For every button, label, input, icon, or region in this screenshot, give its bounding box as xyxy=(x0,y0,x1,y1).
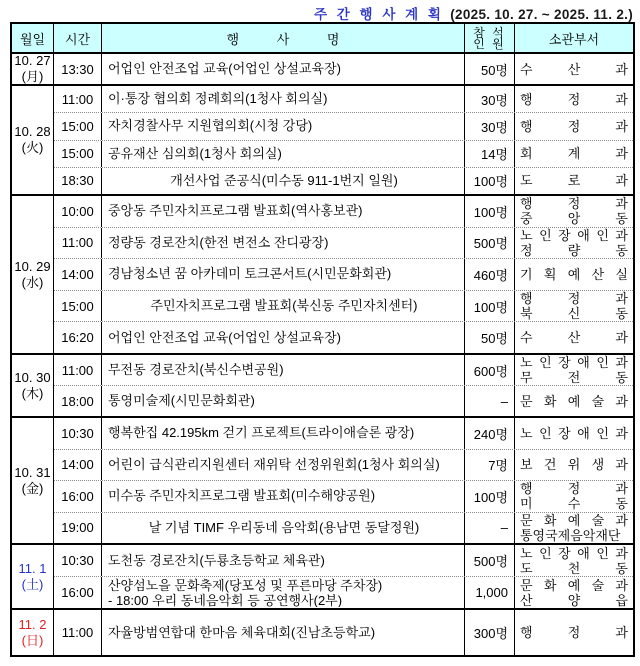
dept-cell xyxy=(515,141,633,167)
date-label: 10. 28 xyxy=(14,124,51,139)
dept-cell xyxy=(515,54,633,84)
title-korean: 주 간 행 사 계 획 xyxy=(313,7,443,22)
schedule-row xyxy=(54,610,633,655)
dept-line: 통영국제음악재단 xyxy=(520,527,621,543)
dept-cell xyxy=(515,168,633,194)
weekday-label: (日) xyxy=(21,632,44,648)
schedule-row xyxy=(54,512,633,544)
attendees-cell: 460명 xyxy=(465,259,515,290)
group-rows xyxy=(54,610,633,655)
group-rows xyxy=(54,196,633,353)
event-cell xyxy=(102,481,465,512)
dept-cell xyxy=(515,196,633,227)
dept-line: 행 정 과 xyxy=(520,196,628,212)
schedule-row xyxy=(54,480,633,512)
schedule-row xyxy=(54,385,633,416)
weekday-label: (木) xyxy=(21,385,44,401)
weekday-label: (金) xyxy=(21,480,44,496)
attendees-cell: – xyxy=(465,386,515,416)
date-label: 11. 2 xyxy=(18,616,47,632)
dept-line: 기 획 예 산 실 xyxy=(520,266,628,282)
attendees-cell: 50명 xyxy=(465,322,515,353)
attendees-cell: 240명 xyxy=(465,418,515,449)
attendees-cell: 600명 xyxy=(465,355,515,385)
group-rows xyxy=(54,545,633,608)
dept-line: 행 정 과 xyxy=(520,91,628,107)
event-cell xyxy=(102,322,465,353)
event-cell xyxy=(102,418,465,449)
event-cell xyxy=(102,168,465,194)
schedule-body xyxy=(12,54,633,655)
event-cell xyxy=(102,450,465,481)
dept-line: 도 로 과 xyxy=(520,173,628,189)
day-group xyxy=(12,196,633,355)
schedule-row xyxy=(54,258,633,290)
dept-cell xyxy=(515,86,633,112)
date-cell xyxy=(12,196,54,353)
schedule-row xyxy=(54,576,633,608)
header-attendees-line2: 인 원 xyxy=(473,36,506,51)
event-cell xyxy=(102,113,465,139)
event-line: 경남청소년 꿈 아카데미 토크콘서트(시민문화회관) xyxy=(108,266,392,282)
event-cell xyxy=(102,228,465,259)
time-cell: 11:00 xyxy=(54,86,102,112)
day-group xyxy=(12,418,633,545)
dept-cell xyxy=(515,418,633,449)
event-line: 행복한집 42.195km 걷기 프로젝트(트라이애슬론 광장) xyxy=(108,425,415,441)
header-dept: 소관부서 xyxy=(548,31,600,47)
dept-cell xyxy=(515,113,633,139)
attendees-cell: 100명 xyxy=(465,168,515,194)
day-group xyxy=(12,54,633,86)
attendees-cell: 30명 xyxy=(465,86,515,112)
event-cell xyxy=(102,577,465,608)
header-attendees xyxy=(465,24,515,52)
dept-line: 무 전 동 xyxy=(520,370,628,385)
attendees-cell: 500명 xyxy=(465,545,515,576)
schedule-row xyxy=(54,355,633,385)
day-group xyxy=(12,86,633,196)
event-line: 어린이 급식관리지원센터 재위탁 선정위원회(1청사 회의실) xyxy=(108,456,440,472)
time-cell: 16:00 xyxy=(54,481,102,512)
header-event: 행 사 명 xyxy=(102,24,465,52)
date-cell xyxy=(12,545,54,608)
dept-cell xyxy=(515,610,633,655)
dept-line: 미 수 동 xyxy=(520,496,628,512)
event-line: 통영미술제(시민문화회관) xyxy=(108,393,255,408)
event-line: 어업인 안전조업 교육(어업인 상설교육장) xyxy=(108,61,341,76)
dept-line: 노 인 장 애 인 과 xyxy=(520,355,628,370)
date-cell xyxy=(12,355,54,416)
event-line: 어업인 안전조업 교육(어업인 상설교육장) xyxy=(108,329,341,345)
dept-line: 정 량 동 xyxy=(520,242,628,258)
day-group xyxy=(12,355,633,418)
attendees-cell: 100명 xyxy=(465,196,515,227)
group-rows xyxy=(54,54,633,84)
event-line: 산양섬노을 문화축제(당포성 및 푸른마당 주차장) xyxy=(108,578,383,593)
date-cell xyxy=(12,610,54,655)
event-cell xyxy=(102,355,465,385)
event-cell xyxy=(102,291,465,322)
schedule-row xyxy=(54,227,633,259)
table-header-row xyxy=(12,24,633,54)
dept-cell xyxy=(515,355,633,385)
dept-cell xyxy=(515,228,633,259)
event-cell xyxy=(102,259,465,290)
schedule-row xyxy=(54,418,633,449)
event-cell xyxy=(102,141,465,167)
time-cell: 11:00 xyxy=(54,228,102,259)
attendees-cell: 50명 xyxy=(465,54,515,84)
weekday-label: (月) xyxy=(21,69,44,84)
group-rows xyxy=(54,86,633,194)
event-line: 주민자치프로그램 발표회(북신동 주민자치센터) xyxy=(150,298,418,314)
event-line: 이·통장 협의회 정례회의(1청사 회의실) xyxy=(108,91,328,107)
date-label: 10. 29 xyxy=(14,258,51,274)
attendees-cell: 1,000 xyxy=(465,577,515,608)
time-cell: 11:00 xyxy=(54,355,102,385)
schedule-row xyxy=(54,54,633,84)
weekday-label: (水) xyxy=(21,274,44,290)
time-cell: 14:00 xyxy=(54,450,102,481)
schedule-row xyxy=(54,112,633,139)
dept-cell xyxy=(515,386,633,416)
dept-line: 수 산 과 xyxy=(520,330,628,346)
dept-cell xyxy=(515,291,633,322)
event-line: 무전동 경로잔치(북신수변공원) xyxy=(108,362,284,377)
title-date-range: (2025. 10. 27. ~ 2025. 11. 2.) xyxy=(450,7,633,22)
date-cell xyxy=(12,418,54,543)
time-cell: 16:00 xyxy=(54,577,102,608)
time-cell: 15:00 xyxy=(54,113,102,139)
time-cell: 16:20 xyxy=(54,322,102,353)
schedule-row xyxy=(54,196,633,227)
event-cell xyxy=(102,86,465,112)
event-cell xyxy=(102,545,465,576)
attendees-cell: 14명 xyxy=(465,141,515,167)
weekday-label: (土) xyxy=(21,576,44,592)
time-cell: 10:30 xyxy=(54,545,102,576)
time-cell: 10:00 xyxy=(54,196,102,227)
attendees-cell: 100명 xyxy=(465,481,515,512)
time-cell: 11:00 xyxy=(54,610,102,655)
group-rows xyxy=(54,418,633,543)
event-line: 자치경찰사무 지원협의회(시청 강당) xyxy=(108,118,313,134)
weekday-label: (火) xyxy=(21,140,44,155)
dept-line: 문 화 예 술 과 xyxy=(520,512,628,528)
date-label: 10. 27 xyxy=(14,54,51,68)
page-title xyxy=(314,3,633,23)
schedule-row xyxy=(54,86,633,112)
dept-line: 문 화 예 술 과 xyxy=(520,577,628,593)
header-time: 시간 xyxy=(54,24,102,52)
event-line: 도천동 경로잔치(두룡초등학교 체육관) xyxy=(108,552,325,568)
dept-line: 노 인 장 애 인 과 xyxy=(520,545,628,561)
event-cell xyxy=(102,54,465,84)
dept-line: 행 정 과 xyxy=(520,625,628,640)
time-cell: 14:00 xyxy=(54,259,102,290)
date-label: 10. 30 xyxy=(14,369,51,385)
dept-line: 노 인 장 애 인 과 xyxy=(520,425,628,441)
event-cell xyxy=(102,513,465,544)
schedule-row xyxy=(54,140,633,167)
dept-line: 행 정 과 xyxy=(520,481,628,497)
schedule-row xyxy=(54,167,633,194)
schedule-row xyxy=(54,545,633,576)
dept-line: 북 신 동 xyxy=(520,306,628,322)
date-label: 10. 31 xyxy=(14,464,51,480)
day-group xyxy=(12,610,633,655)
dept-line: 수 산 과 xyxy=(520,61,628,77)
event-line: 날 기념 TIMF 우리동네 음악회(용남면 동달정원) xyxy=(148,519,420,535)
header-date: 월일 xyxy=(12,24,54,52)
date-cell xyxy=(12,54,54,84)
schedule-row xyxy=(54,321,633,353)
event-line: 미수동 주민자치프로그램 발표회(미수해양공원) xyxy=(108,488,376,504)
date-cell xyxy=(12,86,54,194)
date-label: 11. 1 xyxy=(18,560,47,576)
dept-cell xyxy=(515,545,633,576)
dept-cell xyxy=(515,577,633,608)
dept-line: 행 정 과 xyxy=(520,291,628,307)
dept-line: 문 화 예 술 과 xyxy=(520,393,628,409)
dept-line: 도 천 동 xyxy=(520,560,628,576)
dept-cell xyxy=(515,450,633,481)
time-cell: 15:00 xyxy=(54,291,102,322)
attendees-cell: 500명 xyxy=(465,228,515,259)
dept-cell xyxy=(515,481,633,512)
day-group xyxy=(12,545,633,610)
time-cell: 15:00 xyxy=(54,141,102,167)
schedule-row xyxy=(54,449,633,481)
dept-cell xyxy=(515,513,633,544)
dept-line: 노 인 장 애 인 과 xyxy=(520,227,628,243)
header-attendees-line1: 참 석 xyxy=(473,25,506,40)
attendees-cell: 300명 xyxy=(465,610,515,655)
dept-line: 중 앙 동 xyxy=(520,211,628,227)
dept-line: 행 정 과 xyxy=(520,118,628,134)
event-line: - 18:00 우리 동네음악회 등 공연행사(2부) xyxy=(108,592,343,607)
dept-line: 산 양 읍 xyxy=(520,592,628,608)
schedule-row xyxy=(54,290,633,322)
weekly-schedule-table xyxy=(10,22,635,657)
dept-cell xyxy=(515,322,633,353)
dept-cell xyxy=(515,259,633,290)
time-cell: 18:30 xyxy=(54,168,102,194)
event-cell xyxy=(102,610,465,655)
time-cell: 18:00 xyxy=(54,386,102,416)
event-cell xyxy=(102,386,465,416)
attendees-cell: – xyxy=(465,513,515,544)
event-line: 개선사업 준공식(미수동 911-1번지 일원) xyxy=(170,172,398,188)
attendees-cell: 30명 xyxy=(465,113,515,139)
event-line: 공유재산 심의회(1청사 회의실) xyxy=(108,145,282,161)
group-rows xyxy=(54,355,633,416)
dept-line: 회 계 과 xyxy=(520,146,628,162)
event-line: 정량동 경로잔치(한전 변전소 잔디광장) xyxy=(108,234,329,250)
event-line: 자율방범연합대 한마음 체육대회(진남초등학교) xyxy=(108,624,376,640)
event-line: 중앙동 주민자치프로그램 발표회(역사홍보관) xyxy=(108,203,363,219)
time-cell: 13:30 xyxy=(54,54,102,84)
attendees-cell: 100명 xyxy=(465,291,515,322)
time-cell: 10:30 xyxy=(54,418,102,449)
dept-line: 보 건 위 생 과 xyxy=(520,457,628,473)
event-cell xyxy=(102,196,465,227)
attendees-cell: 7명 xyxy=(465,450,515,481)
time-cell: 19:00 xyxy=(54,513,102,544)
